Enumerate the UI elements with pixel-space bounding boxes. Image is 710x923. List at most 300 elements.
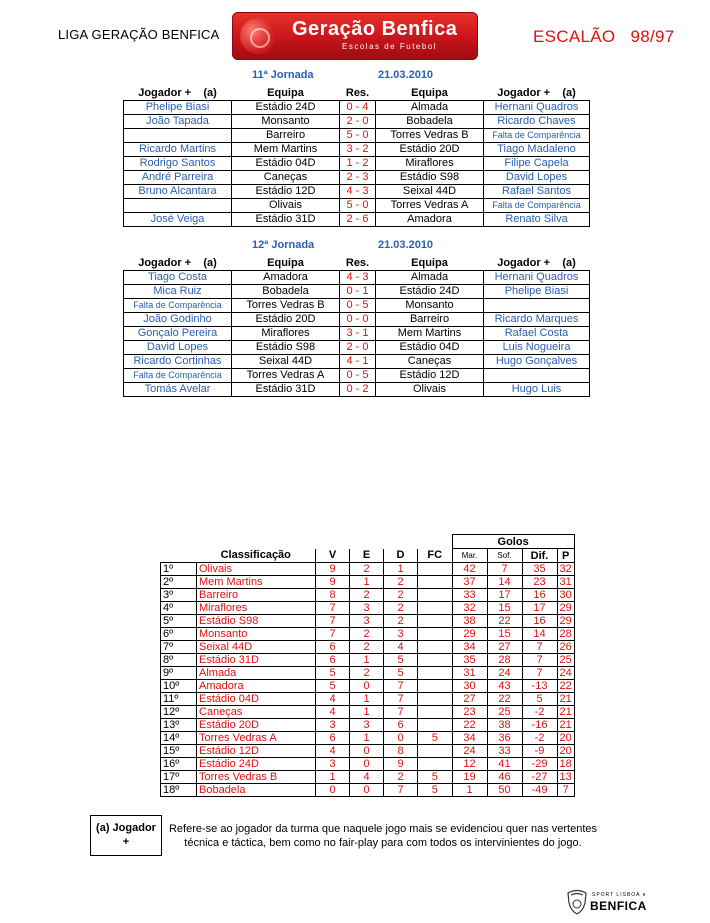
team-away: Barreiro <box>376 313 484 327</box>
draws: 3 <box>350 615 384 628</box>
col-sof: Sof. <box>487 549 522 563</box>
player-away: Rafael Costa <box>484 327 590 341</box>
player-home: Tomás Avelar <box>124 383 232 397</box>
goals-header: Golos <box>452 535 574 549</box>
goals-scored: 38 <box>452 615 487 628</box>
goal-difference: 7 <box>522 641 557 654</box>
column-header: Res. <box>340 87 376 101</box>
losses: 7 <box>384 693 418 706</box>
points: 13 <box>557 771 574 784</box>
goals-scored: 33 <box>452 589 487 602</box>
team-away: Torres Vedras A <box>376 199 484 213</box>
points: 25 <box>557 654 574 667</box>
result: 0 - 4 <box>340 101 376 115</box>
col-v: V <box>316 549 350 563</box>
column-header: Jogador + (a) <box>124 257 232 271</box>
points: 32 <box>557 563 574 576</box>
team-away: Estádio 24D <box>376 285 484 299</box>
goals-scored: 29 <box>452 628 487 641</box>
result: 4 - 3 <box>340 271 376 285</box>
team-home: Estádio 12D <box>232 185 340 199</box>
legend-text <box>168 822 598 850</box>
standings-title: Classificação <box>220 549 291 562</box>
draws: 1 <box>350 693 384 706</box>
round11-title: 11ª Jornada <box>252 69 314 81</box>
losses: 9 <box>384 758 418 771</box>
team-name: Bobadela <box>197 784 316 797</box>
game-row <box>124 213 590 227</box>
goals-scored: 34 <box>452 641 487 654</box>
goals-conceded: 33 <box>487 745 522 758</box>
points: 30 <box>557 589 574 602</box>
player-away <box>484 299 590 313</box>
team-home: Estádio S98 <box>232 341 340 355</box>
losses: 5 <box>384 667 418 680</box>
wins: 4 <box>316 745 350 758</box>
wins: 0 <box>316 784 350 797</box>
standing-row <box>161 758 609 771</box>
header-row <box>124 257 590 271</box>
draws: 0 <box>350 758 384 771</box>
standing-row <box>161 771 609 784</box>
position: 2º <box>161 576 197 589</box>
draws: 2 <box>350 667 384 680</box>
player-home: Gonçalo Pereira <box>124 327 232 341</box>
goals-conceded: 22 <box>487 615 522 628</box>
team-name: Almada <box>197 667 316 680</box>
position: 12º <box>161 706 197 719</box>
draws: 3 <box>350 719 384 732</box>
wins: 5 <box>316 667 350 680</box>
standing-row <box>161 719 609 732</box>
round12-date: 21.03.2010 <box>378 239 434 251</box>
losses: 1 <box>384 563 418 576</box>
team-home: Estádio 31D <box>232 213 340 227</box>
points: 21 <box>557 693 574 706</box>
standing-row <box>161 654 609 667</box>
player-away: Ricardo Marques <box>484 313 590 327</box>
standing-row <box>161 576 609 589</box>
forfeits: 5 <box>418 732 453 745</box>
forfeits <box>418 680 453 693</box>
forfeits <box>418 719 453 732</box>
points: 29 <box>557 602 574 615</box>
forfeits <box>418 563 453 576</box>
goals-conceded: 36 <box>487 732 522 745</box>
col-d: D <box>384 549 418 563</box>
player-away: Tiago Madaleno <box>484 143 590 157</box>
col-p: P <box>557 549 574 563</box>
losses: 5 <box>384 654 418 667</box>
team-away: Seixal 44D <box>376 185 484 199</box>
points: 18 <box>557 758 574 771</box>
player-away: Falta de Comparência <box>484 129 590 143</box>
goals-scored: 12 <box>452 758 487 771</box>
goals-scored: 31 <box>452 667 487 680</box>
team-name: Seixal 44D <box>197 641 316 654</box>
result: 0 - 5 <box>340 299 376 313</box>
team-home: Torres Vedras B <box>232 299 340 313</box>
team-home: Mem Martins <box>232 143 340 157</box>
team-name: Estádio S98 <box>197 615 316 628</box>
draws: 1 <box>350 732 384 745</box>
player-home: Tiago Costa <box>124 271 232 285</box>
goal-difference: 16 <box>522 615 557 628</box>
result: 1 - 2 <box>340 157 376 171</box>
team-name: Miraflores <box>197 602 316 615</box>
column-header: Equipa <box>232 257 340 271</box>
losses: 2 <box>384 602 418 615</box>
losses: 2 <box>384 576 418 589</box>
draws: 1 <box>350 706 384 719</box>
team-away: Torres Vedras B <box>376 129 484 143</box>
player-home <box>124 129 232 143</box>
result: 2 - 3 <box>340 171 376 185</box>
wins: 6 <box>316 654 350 667</box>
draws: 2 <box>350 563 384 576</box>
wins: 3 <box>316 719 350 732</box>
team-home: Estádio 20D <box>232 313 340 327</box>
goals-conceded: 27 <box>487 641 522 654</box>
result: 0 - 5 <box>340 369 376 383</box>
wins: 7 <box>316 602 350 615</box>
position: 5º <box>161 615 197 628</box>
team-name: Olivais <box>197 563 316 576</box>
losses: 6 <box>384 719 418 732</box>
goals-scored: 19 <box>452 771 487 784</box>
team-home: Estádio 24D <box>232 101 340 115</box>
wins: 9 <box>316 563 350 576</box>
wins: 4 <box>316 693 350 706</box>
player-home: Falta de Comparência <box>124 369 232 383</box>
goals-scored: 24 <box>452 745 487 758</box>
position: 3º <box>161 589 197 602</box>
result: 0 - 0 <box>340 313 376 327</box>
forfeits: 5 <box>418 784 453 797</box>
result: 2 - 0 <box>340 341 376 355</box>
position: 18º <box>161 784 197 797</box>
team-home: Monsanto <box>232 115 340 129</box>
forfeits <box>418 628 453 641</box>
goal-difference: -2 <box>522 732 557 745</box>
player-away: Phelipe Biasi <box>484 285 590 299</box>
player-away: Hernani Quadros <box>484 101 590 115</box>
player-home: João Godinho <box>124 313 232 327</box>
wins: 3 <box>316 758 350 771</box>
column-header: Equipa <box>376 257 484 271</box>
standing-row <box>161 589 609 602</box>
team-away: Estádio 12D <box>376 369 484 383</box>
player-away: Luis Nogueira <box>484 341 590 355</box>
escalao-label: ESCALÃO 98/97 <box>533 27 675 46</box>
points: 22 <box>557 680 574 693</box>
team-away: Estádio S98 <box>376 171 484 185</box>
result: 2 - 0 <box>340 115 376 129</box>
team-home: Barreiro <box>232 129 340 143</box>
goal-difference: 5 <box>522 693 557 706</box>
points: 7 <box>557 784 574 797</box>
points: 24 <box>557 667 574 680</box>
result: 3 - 2 <box>340 143 376 157</box>
team-away: Estádio 20D <box>376 143 484 157</box>
team-name: Amadora <box>197 680 316 693</box>
game-row <box>124 271 590 285</box>
goal-difference: 7 <box>522 654 557 667</box>
player-home: Ricardo Cortinhas <box>124 355 232 369</box>
goal-difference: -13 <box>522 680 557 693</box>
losses: 4 <box>384 641 418 654</box>
goal-difference: 23 <box>522 576 557 589</box>
points: 20 <box>557 745 574 758</box>
losses: 2 <box>384 615 418 628</box>
col-fc: FC <box>418 549 453 563</box>
footer-small-text: SPORT LISBOA e <box>592 892 647 898</box>
position: 11º <box>161 693 197 706</box>
goals-conceded: 22 <box>487 693 522 706</box>
round12-table <box>123 257 590 397</box>
team-away: Mem Martins <box>376 327 484 341</box>
team-away: Estádio 04D <box>376 341 484 355</box>
goals-conceded: 43 <box>487 680 522 693</box>
team-home: Torres Vedras A <box>232 369 340 383</box>
standing-row <box>161 706 609 719</box>
standing-row <box>161 680 609 693</box>
losses: 7 <box>384 784 418 797</box>
result: 0 - 1 <box>340 285 376 299</box>
standing-row <box>161 602 609 615</box>
standing-row <box>161 563 609 576</box>
legend-text-line1: Refere-se ao jogador da turma que naquele jogo mais se evidenciou quer nas vertentes <box>168 823 598 835</box>
forfeits <box>418 758 453 771</box>
player-home: Mica Ruiz <box>124 285 232 299</box>
points: 31 <box>557 576 574 589</box>
player-home: José Veiga <box>124 213 232 227</box>
forfeits <box>418 706 453 719</box>
losses: 3 <box>384 628 418 641</box>
footer-big-text: BENFICA <box>590 899 647 913</box>
points: 26 <box>557 641 574 654</box>
team-home: Amadora <box>232 271 340 285</box>
team-name: Estádio 04D <box>197 693 316 706</box>
game-row <box>124 369 590 383</box>
standing-row <box>161 667 609 680</box>
game-row <box>124 199 590 213</box>
draws: 1 <box>350 576 384 589</box>
wins: 5 <box>316 680 350 693</box>
game-row <box>124 115 590 129</box>
wins: 6 <box>316 732 350 745</box>
draws: 3 <box>350 602 384 615</box>
game-row <box>124 157 590 171</box>
goal-difference: 7 <box>522 667 557 680</box>
league-title: LIGA GERAÇÃO BENFICA <box>58 27 220 42</box>
col-mar: Mar. <box>452 549 487 563</box>
forfeits <box>418 745 453 758</box>
position: 13º <box>161 719 197 732</box>
game-row <box>124 171 590 185</box>
player-away: Hugo Luis <box>484 383 590 397</box>
col-dif: Dif. <box>522 549 557 563</box>
player-home: Phelipe Biasi <box>124 101 232 115</box>
game-row <box>124 129 590 143</box>
game-row <box>124 285 590 299</box>
goal-difference: 16 <box>522 589 557 602</box>
goal-difference: -27 <box>522 771 557 784</box>
column-header: Jogador + (a) <box>484 257 590 271</box>
standing-row <box>161 628 609 641</box>
wins: 4 <box>316 706 350 719</box>
team-home: Caneças <box>232 171 340 185</box>
player-home: André Parreira <box>124 171 232 185</box>
draws: 0 <box>350 784 384 797</box>
goals-scored: 30 <box>452 680 487 693</box>
forfeits <box>418 576 453 589</box>
goals-scored: 27 <box>452 693 487 706</box>
logo-title: Geração Benfica <box>292 18 458 40</box>
position: 7º <box>161 641 197 654</box>
draws: 1 <box>350 654 384 667</box>
goals-scored: 37 <box>452 576 487 589</box>
player-home: João Tapada <box>124 115 232 129</box>
forfeits <box>418 602 453 615</box>
team-away: Monsanto <box>376 299 484 313</box>
game-row <box>124 185 590 199</box>
points: 21 <box>557 719 574 732</box>
player-away: Hugo Gonçalves <box>484 355 590 369</box>
goal-difference: -9 <box>522 745 557 758</box>
player-home: Rodrigo Santos <box>124 157 232 171</box>
column-header: Jogador + (a) <box>124 87 232 101</box>
result: 5 - 0 <box>340 199 376 213</box>
goal-difference: -2 <box>522 706 557 719</box>
player-away <box>484 369 590 383</box>
team-name: Caneças <box>197 706 316 719</box>
legend-box-line2: + <box>122 836 130 848</box>
legend-text-line2: técnica e táctica, bem como no fair-play para com todos os intervinientes do jogo. <box>184 837 582 849</box>
goal-difference: -29 <box>522 758 557 771</box>
losses: 8 <box>384 745 418 758</box>
team-name: Mem Martins <box>197 576 316 589</box>
goal-difference: -49 <box>522 784 557 797</box>
goals-scored: 42 <box>452 563 487 576</box>
round12-title: 12ª Jornada <box>252 239 315 251</box>
draws: 2 <box>350 641 384 654</box>
game-row <box>124 341 590 355</box>
result: 0 - 2 <box>340 383 376 397</box>
position: 14º <box>161 732 197 745</box>
points: 28 <box>557 628 574 641</box>
player-home: David Lopes <box>124 341 232 355</box>
draws: 0 <box>350 745 384 758</box>
goals-conceded: 38 <box>487 719 522 732</box>
team-home: Estádio 31D <box>232 383 340 397</box>
losses: 2 <box>384 771 418 784</box>
result: 5 - 0 <box>340 129 376 143</box>
wins: 6 <box>316 641 350 654</box>
team-away: Bobadela <box>376 115 484 129</box>
goals-conceded: 15 <box>487 628 522 641</box>
team-name: Barreiro <box>197 589 316 602</box>
standing-row <box>161 693 609 706</box>
game-row <box>124 383 590 397</box>
draws: 2 <box>350 628 384 641</box>
player-away: Ricardo Chaves <box>484 115 590 129</box>
goals-scored: 32 <box>452 602 487 615</box>
team-name: Monsanto <box>197 628 316 641</box>
team-home: Miraflores <box>232 327 340 341</box>
game-row <box>124 355 590 369</box>
team-name: Estádio 31D <box>197 654 316 667</box>
standing-row <box>161 641 609 654</box>
team-home: Olivais <box>232 199 340 213</box>
player-home: Falta de Comparência <box>124 299 232 313</box>
result: 3 - 1 <box>340 327 376 341</box>
team-away: Olivais <box>376 383 484 397</box>
team-name: Estádio 12D <box>197 745 316 758</box>
goals-scored: 1 <box>452 784 487 797</box>
standing-row <box>161 615 609 628</box>
column-header: Equipa <box>376 87 484 101</box>
position: 16º <box>161 758 197 771</box>
position: 8º <box>161 654 197 667</box>
result: 4 - 1 <box>340 355 376 369</box>
column-header: Res. <box>340 257 376 271</box>
game-row <box>124 143 590 157</box>
team-home: Seixal 44D <box>232 355 340 369</box>
forfeits <box>418 693 453 706</box>
forfeits <box>418 615 453 628</box>
team-name: Torres Vedras A <box>197 732 316 745</box>
game-row <box>124 327 590 341</box>
standing-row <box>161 745 609 758</box>
team-name: Estádio 24D <box>197 758 316 771</box>
player-away: Hernani Quadros <box>484 271 590 285</box>
player-away: David Lopes <box>484 171 590 185</box>
team-away: Caneças <box>376 355 484 369</box>
forfeits <box>418 654 453 667</box>
goals-scored: 23 <box>452 706 487 719</box>
points: 29 <box>557 615 574 628</box>
goal-difference: 14 <box>522 628 557 641</box>
standing-row <box>161 784 609 797</box>
result: 2 - 6 <box>340 213 376 227</box>
position: 10º <box>161 680 197 693</box>
team-away: Almada <box>376 271 484 285</box>
points: 21 <box>557 706 574 719</box>
legend-box <box>90 815 162 856</box>
goals-conceded: 15 <box>487 602 522 615</box>
goals-conceded: 28 <box>487 654 522 667</box>
forfeits <box>418 667 453 680</box>
points: 20 <box>557 732 574 745</box>
col-e: E <box>350 549 384 563</box>
position: 17º <box>161 771 197 784</box>
position: 15º <box>161 745 197 758</box>
player-away: Renato Silva <box>484 213 590 227</box>
header-row <box>124 87 590 101</box>
column-header: Jogador + (a) <box>484 87 590 101</box>
goal-difference: 17 <box>522 602 557 615</box>
goal-difference: -16 <box>522 719 557 732</box>
position: 4º <box>161 602 197 615</box>
result: 4 - 3 <box>340 185 376 199</box>
position: 1º <box>161 563 197 576</box>
losses: 2 <box>384 589 418 602</box>
wins: 7 <box>316 615 350 628</box>
ball-icon <box>240 18 276 54</box>
player-away: Filipe Capela <box>484 157 590 171</box>
team-home: Bobadela <box>232 285 340 299</box>
